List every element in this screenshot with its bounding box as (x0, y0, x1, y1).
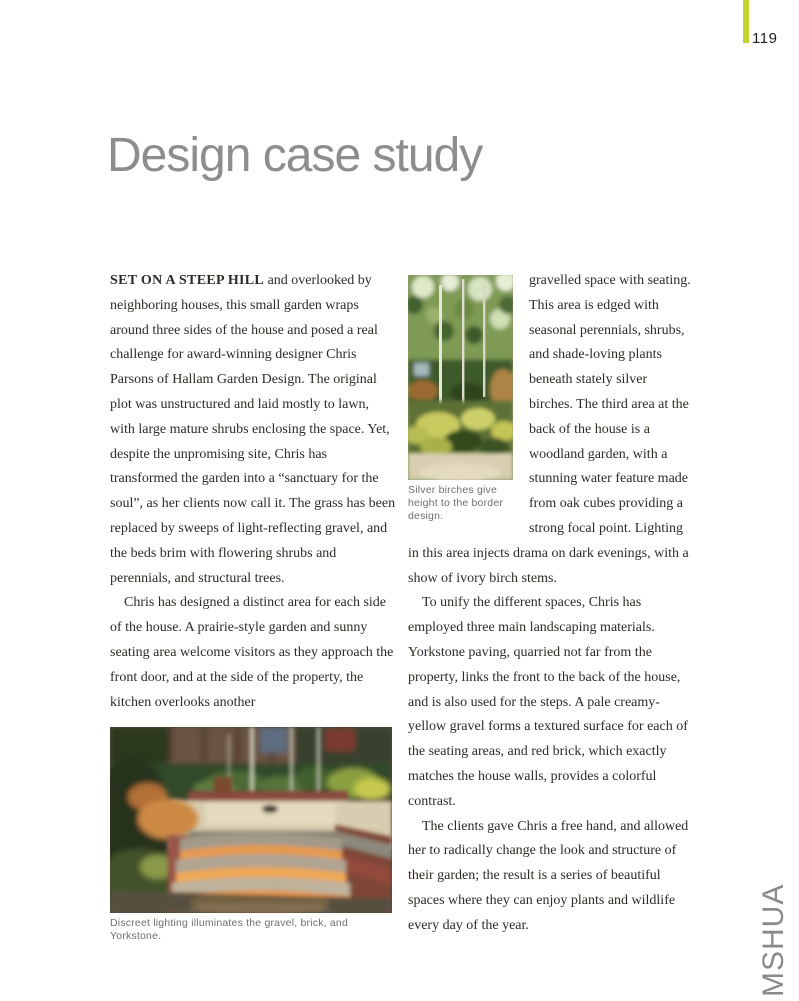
silver-birches-photo (408, 275, 513, 480)
paragraph-clients: The clients gave Chris a free hand, and allowed her to radically change the look and structure of their garden; the result is a series of beautiful spaces where they can enjoy plants and wildlife every day of the year. (408, 818, 689, 933)
garden-steps-photo (110, 727, 392, 913)
paragraph-materials: To unify the different spaces, Chris has employed three main landscaping materials. Yorkstone paving, quarried not far from the property, links the front to the back of the house, and is also used for the steps. A pale creamy-yellow gravel forms a textured surface for each of the seating areas, and red brick, which exactly matches the house walls, provides a colorful contrast. (408, 595, 688, 809)
page-title: Design case study (107, 129, 483, 182)
birches-photo-caption: Silver birches give height to the border design. (408, 484, 504, 522)
paragraph-gravelled-space: gravelled space with seating. This area is edged with seasonal perennials, shrubs, and shade-loving plants beneath stately silver birches. The third area at the back of the house is a woodland garden, with a stunning water feature made from oak cubes providing a strong focal point. Lighting in this area injects drama on dark evenings, with a show of ivory birch stems. (408, 273, 691, 586)
paragraph-intro (110, 269, 397, 591)
page-number: 119 (752, 30, 778, 47)
birches-photo-figure (408, 275, 513, 523)
spine-text: MSHUA (757, 883, 790, 997)
paragraph-distinct-areas: Chris has designed a distinct area for each side of the house. A prairie-style garden and sunny seating area welcome visitors as they approach the front door, and at the side of the property, the kitchen overlooks another (110, 595, 394, 710)
accent-bar (743, 0, 749, 43)
lead-phrase: SET ON A STEEP HILL (110, 273, 265, 288)
left-column (110, 269, 397, 715)
paragraph-spaces-block (408, 269, 694, 591)
right-column (408, 269, 694, 939)
steps-photo-caption: Discreet lighting illuminates the gravel, brick, and Yorkstone. (110, 917, 349, 942)
paragraph-intro-text: and overlooked by neighboring houses, this small garden wraps around three sides of the house and posed a real challenge for award-winning designer Chris Parsons of Hallam Garden Design. The original plot was unstructured and laid mostly to lawn, with large mature shrubs enclosing the space. Yet, despite the unpromising site, Chris has transformed the garden into a “sanctuary for the soul”, as her clients now call it. The grass has been replaced by sweeps of light-reflecting gravel, and the beds brim with flowering shrubs and perennials, and structural trees. (110, 273, 396, 586)
steps-photo-figure (110, 727, 392, 943)
